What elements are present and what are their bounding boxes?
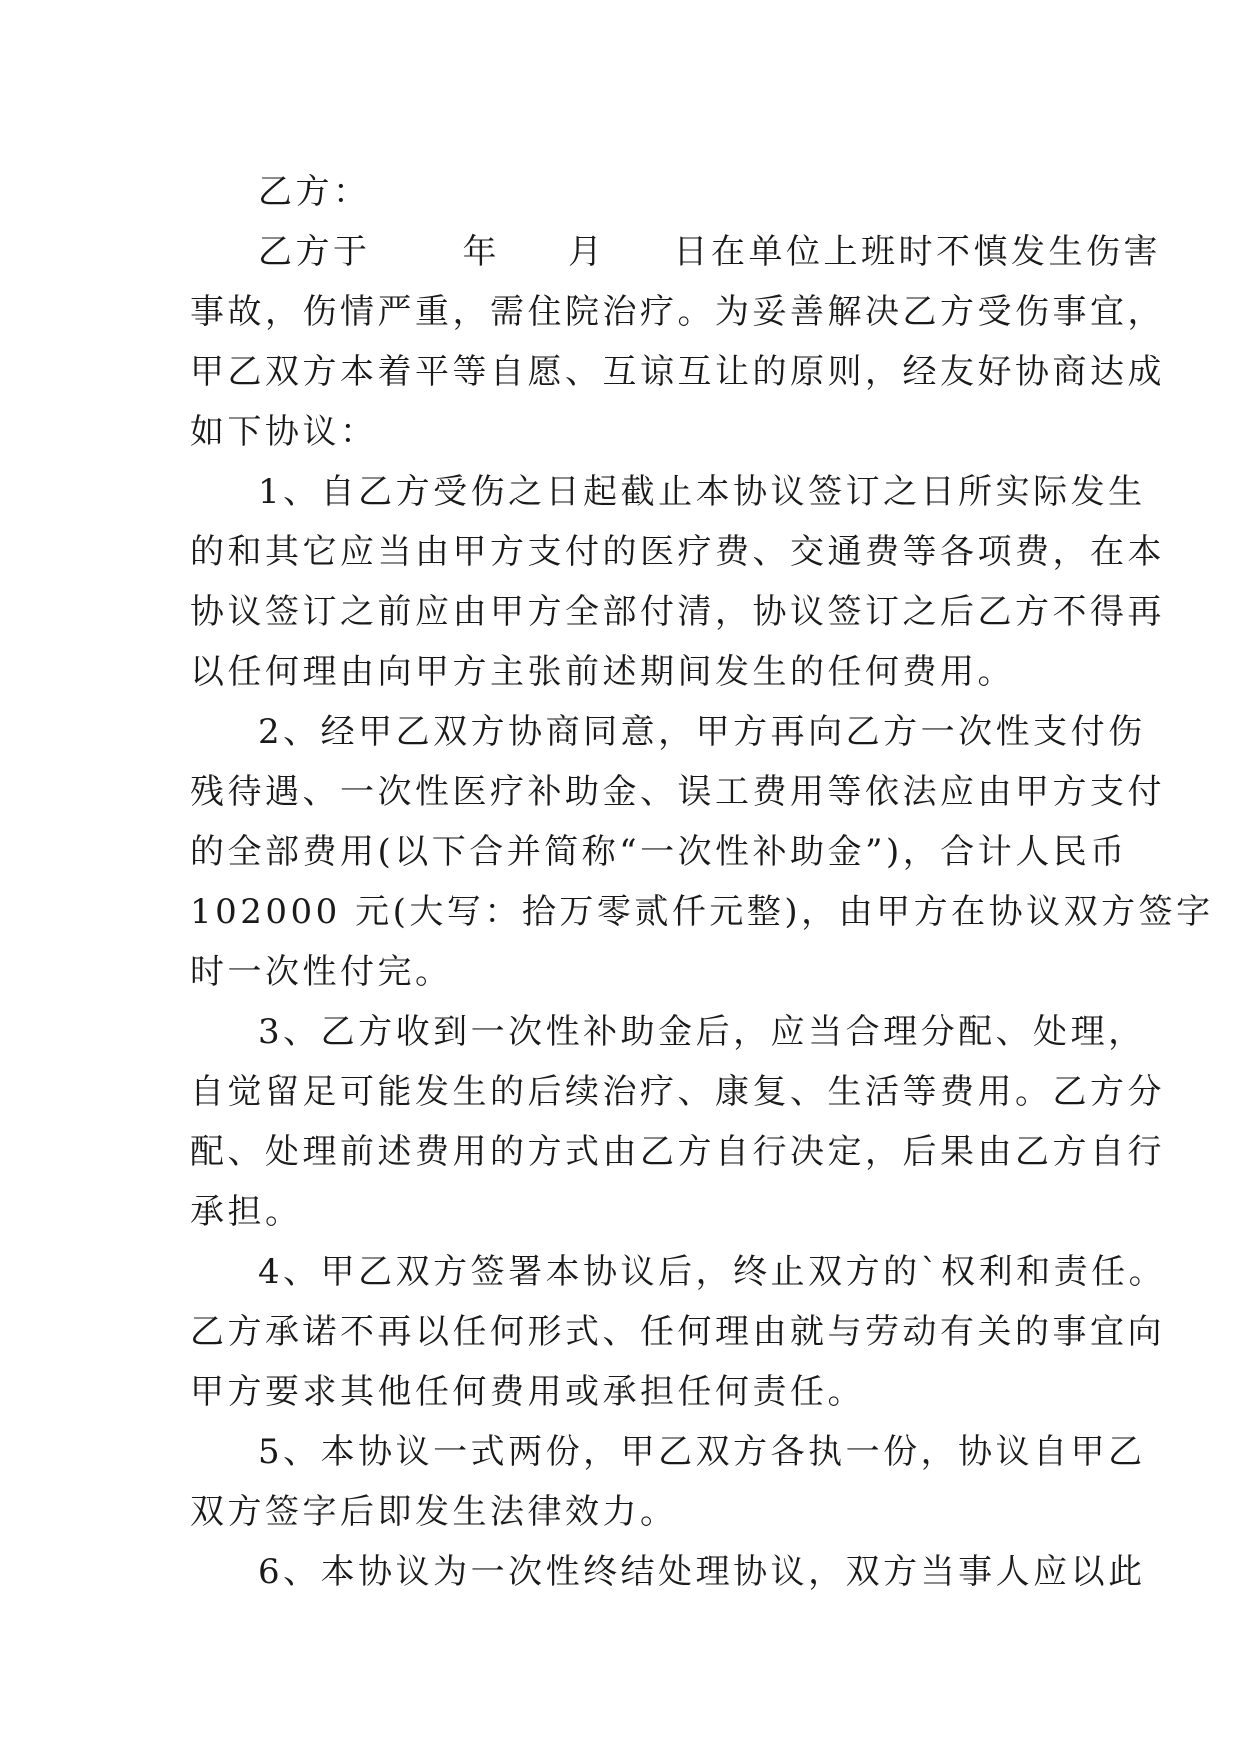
intro-prefix: 乙方于 xyxy=(258,232,371,272)
clause-5-line: 双方签字后即发生法律效力。 xyxy=(190,1492,678,1532)
clause-3-line: 3、乙方收到一次性补助金后，应当合理分配、处理， xyxy=(258,1012,1146,1052)
clause-5-line: 5、本协议一式两份，甲乙双方各执一份，协议自甲乙 xyxy=(258,1432,1146,1472)
intro-month: 月 xyxy=(568,232,606,272)
intro-paragraph xyxy=(190,222,1165,462)
intro-line-2: 事故，伤情严重，需住院治疗。为妥善解决乙方受伤事宜， xyxy=(190,292,1165,332)
clause-3-line: 承担。 xyxy=(190,1192,303,1232)
clause-2 xyxy=(190,702,1214,1002)
clause-6 xyxy=(190,1542,1146,1602)
clause-5 xyxy=(190,1422,1146,1542)
party-b-label: 乙方： xyxy=(258,172,371,212)
clause-1 xyxy=(190,462,1165,702)
clause-3-line: 自觉留足可能发生的后续治疗、康复、生活等费用。乙方分 xyxy=(190,1072,1165,1112)
clause-3 xyxy=(190,1002,1165,1242)
intro-line-4: 如下协议： xyxy=(190,412,378,452)
intro-line-3: 甲乙双方本着平等自愿、互谅互让的原则，经友好协商达成 xyxy=(190,352,1165,392)
agreement-body xyxy=(190,162,1214,1602)
clause-1-line: 的和其它应当由甲方支付的医疗费、交通费等各项费，在本 xyxy=(190,532,1165,572)
intro-year: 年 xyxy=(462,232,500,272)
clause-3-line: 配、处理前述费用的方式由乙方自行决定，后果由乙方自行 xyxy=(190,1132,1165,1172)
clause-2-line: 时一次性付完。 xyxy=(190,952,453,992)
clause-1-line: 以任何理由向甲方主张前述期间发生的任何费用。 xyxy=(190,652,1015,692)
clause-2-line: 的全部费用(以下合并简称“一次性补助金”)，合计人民币 xyxy=(190,832,1128,872)
intro-line-1 xyxy=(190,222,1161,282)
clause-4-line: 乙方承诺不再以任何形式、任何理由就与劳动有关的事宜向 xyxy=(190,1312,1165,1352)
clause-2-line: 102000 元(大写：拾万零贰仟元整)，由甲方在协议双方签字 xyxy=(190,892,1214,932)
clause-4 xyxy=(190,1242,1167,1422)
clause-2-line: 2、经甲乙双方协商同意，甲方再向乙方一次性支付伤 xyxy=(258,712,1146,752)
clause-6-line: 6、本协议为一次性终结处理协议，双方当事人应以此 xyxy=(258,1552,1146,1592)
clause-4-line: 甲方要求其他任何费用或承担任何责任。 xyxy=(190,1372,865,1412)
intro-day-suffix: 日在单位上班时不慎发生伤害 xyxy=(673,232,1161,272)
clause-2-line: 残待遇、一次性医疗补助金、误工费用等依法应由甲方支付 xyxy=(190,772,1165,812)
clause-4-line: 4、甲乙双方签署本协议后，终止双方的`权利和责任。 xyxy=(258,1252,1167,1292)
clause-1-line: 1、自乙方受伤之日起截止本协议签订之日所实际发生 xyxy=(258,472,1146,512)
clause-1-line: 协议签订之前应由甲方全部付清，协议签订之后乙方不得再 xyxy=(190,592,1165,632)
